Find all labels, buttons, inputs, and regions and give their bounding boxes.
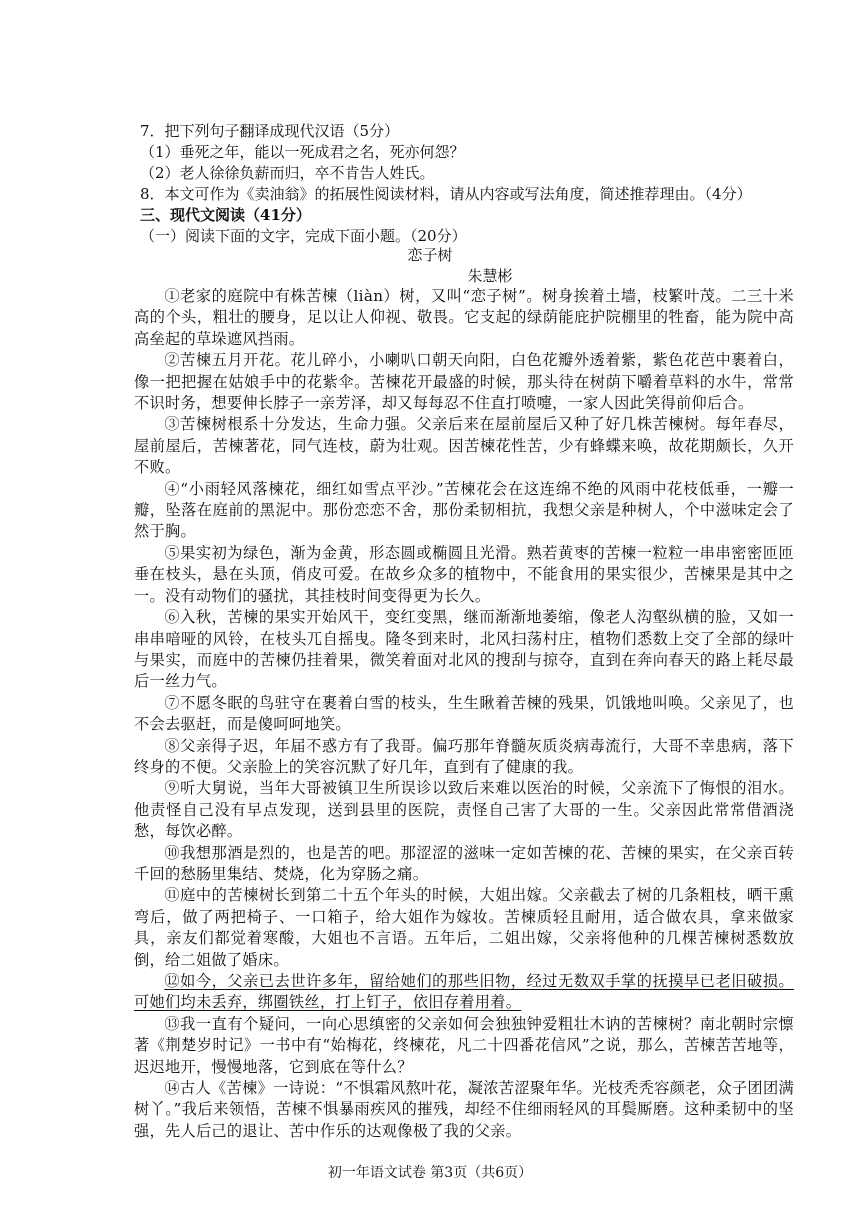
paragraph-1: ①老家的庭院中有株苦楝（liàn）树，又叫“恋子树”。树身挨着土墙，枝繁叶茂。二三十米高的个头，粗壮的腰身，足以让人仰视、敬畏。它支起的绿荫能庇护院棚里的牲畜，能为院中高高垒起的草垛遮风挡雨。: [134, 287, 794, 348]
question-7-item-1: （1）垂死之年，能以一死成君之名，死亦何怨？: [140, 143, 465, 161]
paragraph-13: ⑬我一直有个疑问，一向心思缜密的父亲如何会独独钟爱粗壮木讷的苦楝树？南北朝时宗懔著《荆楚岁时记》一书中有“始梅花，终楝花，凡二十四番花信风”之说，那么，苦楝苦苦地等，迟迟地开，慢慢地落，它到底在等什么？: [134, 1014, 794, 1076]
question-8: 8．本文可作为《卖油翁》的拓展性阅读材料，请从内容或写法角度，简述推荐理由。（4分）: [140, 185, 752, 203]
paragraph-14: ⑭古人《苦楝》一诗说：“不惧霜风熬叶花，凝浓苦涩聚年华。光枝秃秃容颜老，众子团团满树丫。”我后来领悟，苦楝不惧暴雨疾风的摧残，却经不住细雨轻风的耳鬓厮磨。这种柔韧中的坚强，先人后己的退让、苦中作乐的达观像极了我的父亲。: [134, 1079, 794, 1140]
article-author: 朱慧彬: [467, 267, 513, 285]
paragraph-12: ⑫如今，父亲已去世许多年，留给她们的那些旧物，经过无数双手掌的抚摸早已老旧破损。可她们均未丢弃，绑圈铁丝，打上钉子，依旧存着用着。: [134, 972, 794, 1012]
paragraph-10: ⑩我想那酒是烈的，也是苦的吧。那涩涩的滋味一定如苦楝的花、苦楝的果实，在父亲百转千回的愁肠里集结、焚烧，化为穿肠之痛。: [134, 843, 794, 883]
paragraph-6: ⑥入秋，苦楝的果实开始风干，变红变黑，继而渐渐地萎缩，像老人沟壑纵横的脸，又如一串串喑哑的风铃，在枝头兀自摇曳。隆冬到来时，北风扫荡村庄，植物们悉数上交了全部的绿叶与果实，而庭中的苦楝仍挂着果，微笑着面对北风的搜刮与掠夺，直到在奔向春天的路上耗尽最后一丝力气。: [134, 608, 794, 691]
article-body: [134, 286, 794, 1142]
question-7-title: 7．把下列句子翻译成现代汉语（5分）: [140, 122, 400, 140]
section-title: 三、现代文阅读（41分）: [140, 206, 311, 224]
paragraph-8: ⑧父亲得子迟，年届不惑方有了我哥。偏巧那年脊髓灰质炎病毒流行，大哥不幸患病，落下终身的不便。父亲脸上的笑容沉默了好几年，直到有了健康的我。: [134, 736, 794, 776]
paragraph-7: ⑦不愿冬眠的鸟驻守在裹着白雪的枝头，生生瞅着苦楝的残果，饥饿地叫唤。父亲见了，也不会去驱赶，而是傻呵呵地笑。: [134, 693, 794, 734]
paragraph-2: ②苦楝五月开花。花儿碎小，小喇叭口朝天向阳，白色花瓣外透着紫，紫色花芭中裹着白，像一把把握在姑娘手中的花紫伞。苦楝花开最盛的时候，那头待在树荫下嚼着草料的水牛，常常不识时务，想要伸长脖子一亲芳泽，却又每每忍不住直打喷嚏，一家人因此笑得前仰后合。: [134, 351, 794, 413]
paragraph-11: ⑪庭中的苦楝树长到第二十五个年头的时候，大姐出嫁。父亲截去了树的几条粗枝，晒干熏弯后，做了两把椅子、一口箱子，给大姐作为嫁妆。苦楝质轻且耐用，适合做农具，拿来做家具，亲友们都觉着寒酸，大姐也不言语。五年后，二姐出嫁，父亲将他种的几棵苦楝树悉数放倒，给二姐做了婚床。: [134, 886, 794, 969]
question-7-item-2: （2）老人徐徐负薪而归，卒不肯告人姓氏。: [140, 164, 435, 182]
section-subtitle: （一）阅读下面的文字，完成下面小题。（20分）: [140, 227, 467, 245]
paragraph-9: ⑨听大舅说，当年大哥被镇卫生所误诊以致后来难以医治的时候，父亲流下了悔恨的泪水。他责怪自己没有早点发现，送到县里的医院，责怪自己害了大哥的一生。父亲因此常常借酒浇愁，每饮必醉。: [134, 779, 794, 841]
page-footer: 初一年语文试卷 第3页（共6页）: [327, 1165, 533, 1181]
paragraph-4: ④“小雨轻风落楝花，细红如雪点平沙。”苦楝花会在这连绵不绝的风雨中花枝低垂，一瓣一瓣，坠落在庭前的黑泥中。那份恋恋不舍，那份柔韧相抗，我想父亲是种树人，个中滋味定会了然于胸。: [134, 479, 794, 541]
article-title: 恋子树: [407, 246, 453, 264]
paragraph-3: ③苦楝树根系十分发达，生命力强。父亲后来在屋前屋后又种了好几株苦楝树。每年春尽，屋前屋后，苦楝著花，同气连枝，蔚为壮观。因苦楝花性苦，少有蜂蝶来唤，故花期颇长，久开不败。: [134, 415, 794, 477]
paragraph-5: ⑤果实初为绿色，渐为金黄，形态圆或椭圆且光滑。熟若黄枣的苦楝一粒粒一串串密密匝匝垂在枝头，悬在头顶，俏皮可爱。在故乡众多的植物中，不能食用的果实很少，苦楝果是其中之一。没有动物们的骚扰，其挂枝时间变得更为长久。: [134, 543, 794, 605]
